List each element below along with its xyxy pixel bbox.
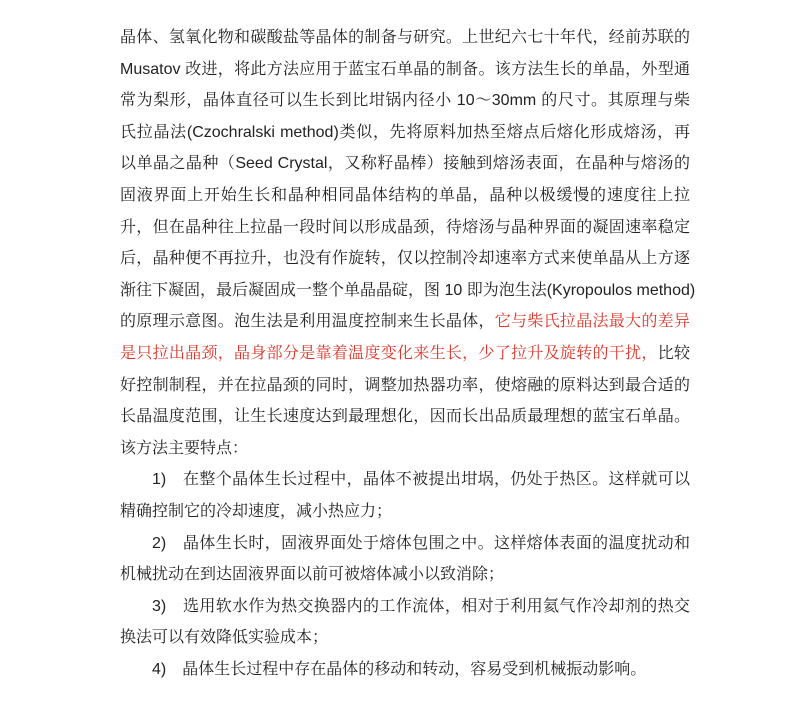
- text-line: [120, 117, 690, 149]
- text-line: [120, 54, 690, 86]
- text-line: [120, 243, 690, 275]
- text-line: [120, 275, 696, 307]
- body-text: 3) 选用软水作为热交换器内的工作流体，相对于利用氦气作冷却剂的热交: [152, 597, 690, 615]
- text-line: [120, 559, 690, 591]
- body-text: 2) 晶体生长时，固液界面处于熔体包围之中。这样熔体表面的温度扰动和: [152, 534, 690, 552]
- text-line: [120, 528, 690, 560]
- body-text: 氏拉晶法(Czochralski method)类似，先将原料加热至熔点后熔化形成熔汤，再: [120, 123, 690, 141]
- body-text: 换法可以有效降低实验成本；: [120, 629, 329, 647]
- body-text: 长晶温度范围，让生长速度达到最理想化，因而长出品质最理想的蓝宝石单晶。: [120, 408, 690, 426]
- text-line: [120, 370, 690, 402]
- text-line: [120, 622, 690, 654]
- body-text: Musatov 改进，将此方法应用于蓝宝石单晶的制备。该方法生长的单晶，外型通: [120, 60, 690, 78]
- body-text: 精确控制它的冷却速度，减小热应力；: [120, 502, 393, 520]
- body-text: 1) 在整个晶体生长过程中，晶体不被提出坩埚，仍处于热区。这样就可以: [152, 471, 690, 489]
- text-line: [120, 464, 690, 496]
- body-text: 的原理示意图。泡生法是利用温度控制来生长晶体，: [120, 313, 495, 331]
- body-text: 固液界面上开始生长和晶种相同晶体结构的单晶，晶种以极缓慢的速度往上拉: [120, 186, 690, 204]
- body-text: 以单晶之晶种（Seed Crystal，又称籽晶棒）接触到熔汤表面，在晶种与熔汤的: [120, 155, 690, 173]
- text-line: [120, 433, 690, 465]
- body-text: 机械扰动在到达固液界面以前可被熔体减小以致消除；: [120, 566, 505, 584]
- text-line: [120, 654, 690, 686]
- body-text: 后，晶种便不再拉升，也没有作旋转，仅以控制冷却速率方式来使单晶从上方逐: [120, 250, 690, 268]
- text-line: [120, 496, 690, 528]
- highlighted-text: 它与柴氏拉晶法最大的差异: [494, 313, 690, 331]
- text-line: [120, 212, 690, 244]
- body-text: 该方法主要特点：: [120, 439, 249, 457]
- text-block: [120, 22, 696, 685]
- body-text: 比较: [657, 344, 690, 362]
- text-line: [120, 180, 690, 212]
- body-text: 渐往下凝固，最后凝固成一整个单晶晶碇，图 10 即为泡生法(Kyropoulos method): [120, 281, 696, 299]
- text-line: [120, 591, 690, 623]
- body-text: 升，但在晶种往上拉晶一段时间以形成晶颈，待熔汤与晶种界面的凝固速率稳定: [120, 218, 690, 236]
- body-text: 晶体、氢氧化物和碳酸盐等晶体的制备与研究。上世纪六七十年代，经前苏联的: [120, 29, 690, 46]
- text-line: [120, 306, 690, 338]
- highlighted-text: 是只拉出晶颈，晶身部分是靠着温度变化来生长，少了拉升及旋转的干扰，: [120, 344, 658, 362]
- text-line: [120, 401, 690, 433]
- text-line: [120, 22, 690, 54]
- text-line: [120, 148, 690, 180]
- body-text: 4) 晶体生长过程中存在晶体的移动和转动，容易受到机械振动影响。: [152, 660, 647, 678]
- text-line: [120, 85, 690, 117]
- body-text: 好控制制程，并在拉晶颈的同时，调整加热器功率，使熔融的原料达到最合适的: [120, 376, 690, 394]
- text-line: [120, 338, 690, 370]
- body-text: 常为梨形，晶体直径可以生长到比坩锅内径小 10～30mm 的尺寸。其原理与柴: [120, 92, 690, 110]
